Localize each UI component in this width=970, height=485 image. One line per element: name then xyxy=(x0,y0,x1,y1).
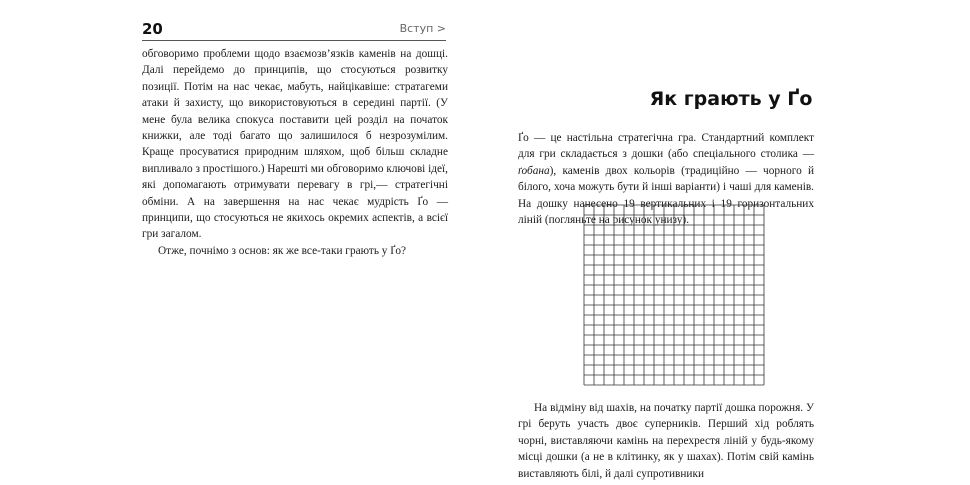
go-board-diagram xyxy=(583,204,765,386)
intro-part: Ґо — це настільна стратегічна гра. Стандартний комплект для гри складається з дошки (або спеціального столика — xyxy=(518,132,814,161)
chapter-title: Як грають у Ґо xyxy=(649,88,813,110)
continuation-text xyxy=(518,400,814,482)
right-page xyxy=(485,0,970,485)
intro-part: ), каменів двох кольорів (традиційно — чорного й білого, хоча можуть бути й інші варіанти) і чаші для каменів. На дошку нанесено 19 вертикальних і 19 горизонтальних ліній (погляньте на рисунок унизу). xyxy=(518,164,814,227)
section-name: Вступ > xyxy=(399,22,446,35)
running-header xyxy=(142,19,446,39)
left-body-text xyxy=(142,46,448,259)
paragraph: Отже, почнімо з основ: як же все-таки грають у Ґо? xyxy=(158,244,407,257)
paragraph: обговоримо проблеми щодо взаємозв’язків каменів на дошці. Далі перейдемо до принципів, що стосуються розвитку позиції. Потім на нас чекає, мабуть, найцікавіше: стратагеми атаки й захисту, що використовуються в середині партії. (У мене була велика спокуса поставити цей розділ на початок книжки, але тоді багато що залишилося б незрозумілим. Краще просуватися природним шляхом, щоб більш складне випливало з простішого.) Нарешті ми обговоримо ключові ідеї, які допомагають отримувати перевагу в грі,— стратегічні обміни. А на завершення на нас чекає мудрість Ґо — принципи, що стосуються не якихось окремих аспектів, а всієї гри загалом. xyxy=(142,48,448,241)
page-number: 20 xyxy=(142,20,163,38)
header-rule xyxy=(142,40,446,41)
term-goban: ґобана xyxy=(518,164,550,177)
paragraph: На відміну від шахів, на початку партії дошка порожня. У грі беруть участь двоє суперників. Перший хід роблять чорні, виставляючи камінь на перехрестя ліній у будь-якому місці дошки (а не в клітинку, як у шахах). Потім свій камінь виставляють білі, й далі супротивники xyxy=(518,402,814,480)
